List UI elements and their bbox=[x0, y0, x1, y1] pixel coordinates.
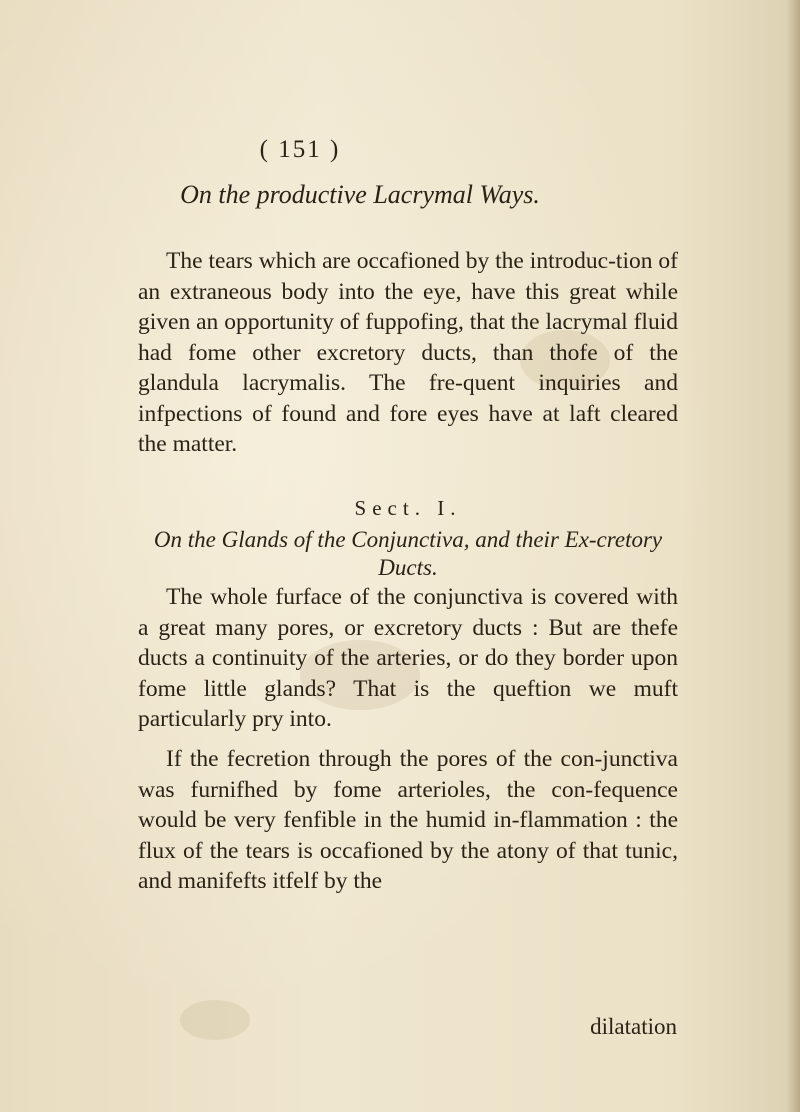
section-subtitle: On the Glands of the Conjunctiva, and their Ex-cretory Ducts. bbox=[153, 527, 663, 580]
paragraph-3: If the fecretion through the pores of the con-junctiva was furnifhed by fome arterioles, the con-fequence would be very fenfible in the humid in-flammation : the flux of the tears is occafioned by the atony of that tunic, and manifefts itfelf by the bbox=[138, 746, 678, 894]
paper-stain bbox=[180, 1000, 250, 1040]
page-number: ( 151 ) bbox=[259, 136, 341, 163]
section-heading: Sect. I. bbox=[354, 496, 462, 520]
paragraph-1: The tears which are occafioned by the introduc-tion of an extraneous body into the eye, have this great while given an opportunity of fuppofing, that the lacrymal fluid had fome other excretory ducts, than thofe of the glandula lacrymalis. The fre-quent inquiries and infpections of found and fore eyes have at laft cleared the matter. bbox=[138, 248, 678, 457]
paragraph-2: The whole furface of the conjunctiva is covered with a great many pores, or excretory ducts : But are thefe ducts a continuity of the arteries, or do they border upon fome little glands? That is the queftion we muft particularly pry into. bbox=[138, 584, 678, 732]
page-edge-shadow bbox=[786, 0, 800, 1112]
chapter-title: On the productive Lacrymal Ways. bbox=[180, 180, 540, 209]
catchword: dilatation bbox=[590, 1014, 677, 1039]
